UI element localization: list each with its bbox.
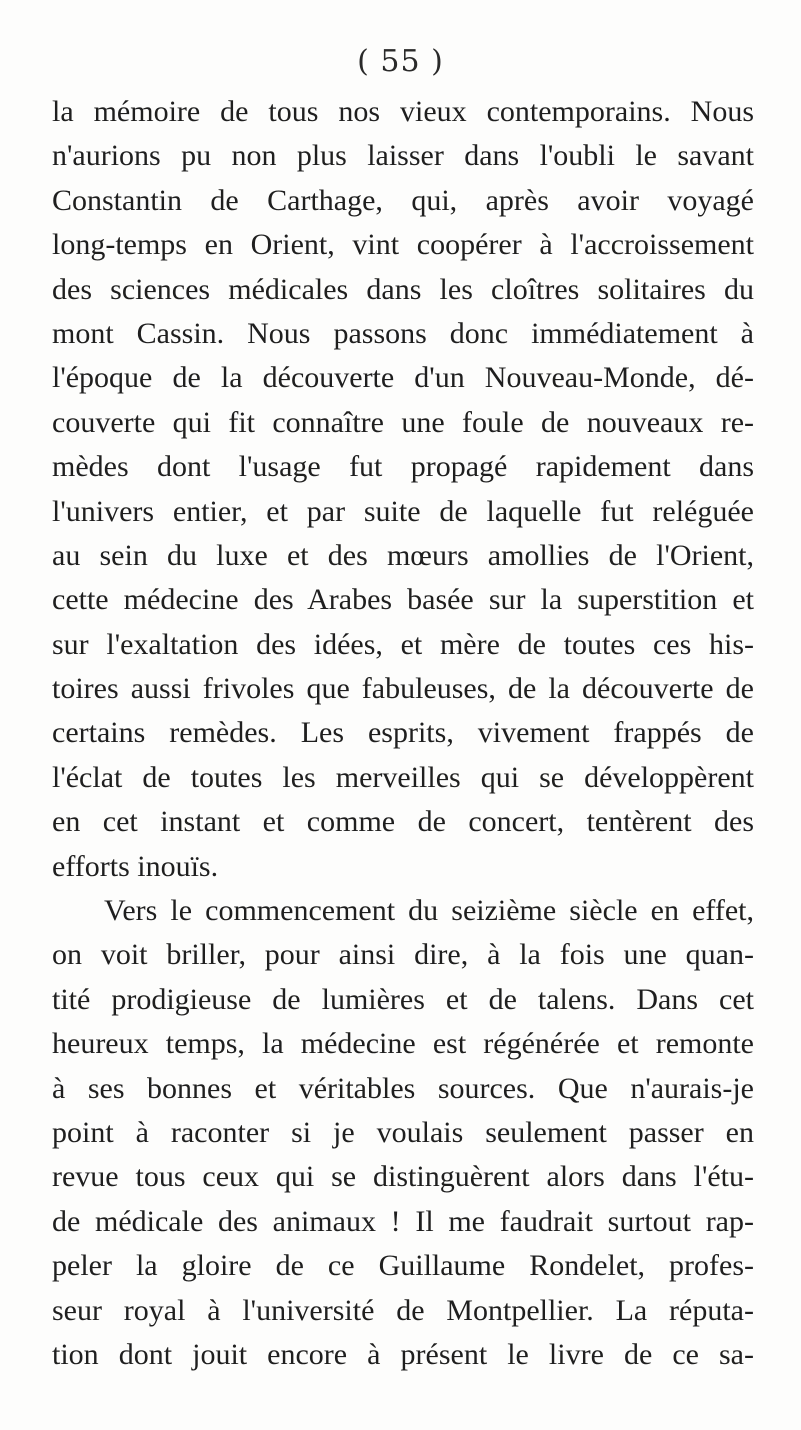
text-line: en cet instant et comme de concert, tentèrent des (52, 805, 754, 839)
text-line: mèdes dont l'usage fut propagé rapidement dans (52, 450, 754, 484)
text-line: au sein du luxe et des mœurs amollies de l'Orient, (52, 538, 754, 572)
text-line: sur l'exaltation des idées, et mère de toutes ces his- (52, 627, 754, 661)
paragraph-2 (52, 889, 754, 1377)
text-line: seur royal à l'université de Montpellier. La réputa- (52, 1293, 754, 1327)
text-line: tité prodigieuse de lumières et de talens. Dans cet (52, 982, 754, 1016)
text-line: l'éclat de toutes les merveilles qui se développèrent (52, 760, 754, 794)
text-line: n'aurions pu non plus laisser dans l'oubli le savant (52, 139, 754, 173)
text-line: certains remèdes. Les esprits, vivement frappés de (52, 716, 754, 750)
body-text (52, 90, 754, 1377)
paragraph-1 (52, 90, 754, 889)
text-line: heureux temps, la médecine est régénérée et remonte (52, 1027, 754, 1061)
text-line: couverte qui fit connaître une foule de nouveaux re- (52, 405, 754, 439)
text-line: des sciences médicales dans les cloîtres solitaires du (52, 272, 754, 306)
text-line: à ses bonnes et véritables sources. Que n'aurais-je (52, 1071, 754, 1105)
text-line: Vers le commencement du seizième siècle en effet, (104, 894, 754, 928)
text-line: point à raconter si je voulais seulement passer en (52, 1115, 754, 1149)
text-line: long-temps en Orient, vint coopérer à l'accroissement (52, 228, 754, 262)
text-line: mont Cassin. Nous passons donc immédiatement à (52, 316, 754, 350)
text-line: cette médecine des Arabes basée sur la superstition et (52, 583, 754, 617)
text-line: la mémoire de tous nos vieux contemporains. Nous (52, 95, 754, 128)
text-line: on voit briller, pour ainsi dire, à la fois une quan- (52, 938, 754, 972)
text-line: efforts inouïs. (52, 849, 219, 883)
text-line: revue tous ceux qui se distinguèrent alors dans l'étu- (52, 1160, 754, 1194)
text-line: l'époque de la découverte d'un Nouveau-Monde, dé- (52, 361, 754, 395)
text-line: toires aussi frivoles que fabuleuses, de la découverte de (52, 672, 754, 706)
text-line: Constantin de Carthage, qui, après avoir voyagé (52, 183, 754, 217)
text-line: de médicale des animaux ! Il me faudrait surtout rap- (52, 1204, 754, 1238)
text-line: tion dont jouit encore à présent le livre de ce sa- (52, 1337, 754, 1371)
text-line: peler la gloire de ce Guillaume Rondelet, profes- (52, 1249, 754, 1283)
text-line: l'univers entier, et par suite de laquelle fut reléguée (52, 494, 754, 528)
page-number: ( 55 ) (357, 44, 444, 79)
